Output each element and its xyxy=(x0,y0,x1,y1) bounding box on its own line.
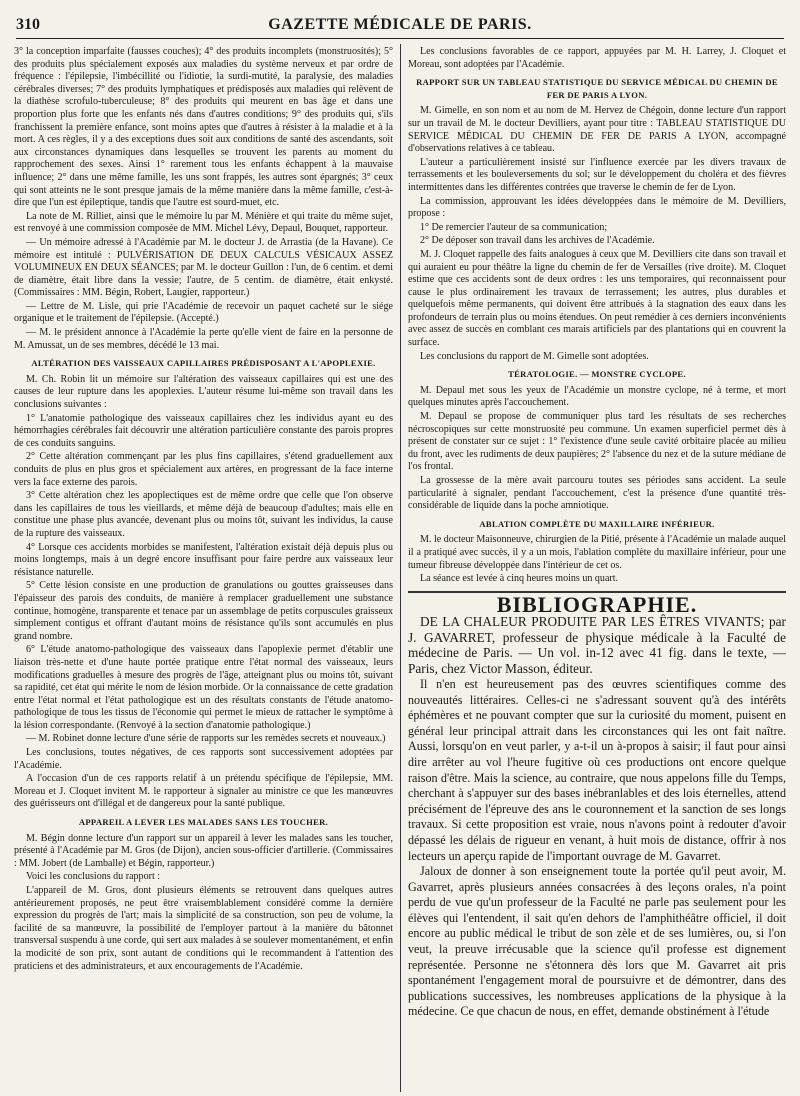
paragraph: M. Bégin donne lecture d'un rapport sur un appareil à lever les malades sans les toucher, présenté à l'Académie par M. Gros (de Dijon), ancien sous-officier d'artillerie. (Commissaires : MM. Jobert (de Lamballe) et Bégin, rapporteur.) xyxy=(14,832,393,869)
paragraph: — Un mémoire adressé à l'Académie par M. le docteur J. de Arrastia (de la Havane). Ce mémoire est intitulé : PULVÉRISATION DE DEUX CALCULS VÉSICAUX ASSEZ VOLUMINEUX EN DEUX SÉANCES; par M. le docteur Guillon : l'un, de 6 centim. et demi de diamètre, était libre dans la vessie; l'autre, de 5 centim. de diamètre, était enkysté. (Commissaires : MM. Bégin, Robert, Laugier, rapporteur.) xyxy=(14,236,393,299)
paragraph: A l'occasion d'un de ces rapports relatif à un prétendu spécifique de l'épilepsie, MM. Moreau et J. Cloquet invitent M. le rapporteur à signaler au ministre ce que les manœuvres des guérisseurs ont d'illégal et de dangereux pour la santé publique. xyxy=(14,773,393,810)
paragraph: 2° De déposer son travail dans les archives de l'Académie. xyxy=(420,235,655,247)
paragraph: M. J. Cloquet rappelle des faits analogues à ceux que M. Devilliers cite dans son travail et qui auraient eu pour théâtre la ligne du chemin de fer de Versailles (rive droite). M. Cloquet estime que ces accidents sont de deux ordres : les uns temporaires, qui reconnaissent pour cause le plus ordinairement les travaux de terrassement; les autres, plus durables et quelquefois même permanents, qui doivent être attribués à la stagnation des eaux dans les profondeurs de terrain plus ou moins étendues. On peut remédier à ces derniers inconvénients avec assez de succès en comblant ces marais artificiels par des plantations qui en couvrent la surface. xyxy=(408,248,786,349)
paragraph: Voici les conclusions du rapport : xyxy=(26,871,161,883)
book-reference: DE LA CHALEUR PRODUITE PAR LES ÊTRES VIVANTS; par J. GAVARRET, professeur de physique médicale à la Faculté de médecine de Paris. — Un vol. in-12 avec 41 fig. dans le texte, — Paris, chez Victor Masson, éditeur. xyxy=(408,614,786,676)
column-divider xyxy=(400,44,401,1092)
bibliography-title: BIBLIOGRAPHIE. xyxy=(496,591,698,617)
page-header xyxy=(16,14,784,39)
section-heading: ABLATION COMPLÈTE DU MAXILLAIRE INFÉRIEUR. xyxy=(479,518,715,529)
paragraph: M. Gimelle, en son nom et au nom de M. Hervez de Chégoin, donne lecture d'un rapport sur un travail de M. le docteur Devilliers, ayant pour titre : TABLEAU STATISTIQUE DU SERVICE MÉDICAL DU CHEMIN DE FER DE PARIS A LYON, accompagné d'observations relatives à ce tableau. xyxy=(408,105,786,155)
paragraph: 3° Cette altération chez les apoplectiques est de même ordre que celle que l'on observe dans les capillaires de tous les vieillards, et même déjà de beaucoup d'adultes; mais elle en constitue une phase plus avancée, devenant plus ou moins tôt, suivant les individus, la cause de la rupture des vaisseaux. xyxy=(14,490,393,539)
paragraph: 4° Lorsque ces accidents morbides se manifestent, l'altération existait déjà depuis plus ou moins longtemps, mais à un degré encore insuffisant pour faire perdre aux vaisseaux leur résistance naturelle. xyxy=(14,541,393,578)
paragraph: M. le docteur Maisonneuve, chirurgien de la Pitié, présente à l'Académie un malade auquel il a pratiqué avec succès, il y a un mois, l'ablation complète du maxillaire inférieur, pour une tumeur fibreuse développée dans l'intérieur de cet os. xyxy=(408,534,786,571)
paragraph: 2° Cette altération commençant par les plus fins capillaires, s'étend graduellement aux conduits de plus en plus gros et spécialement aux artères, en progressant de la face interne vers la face externe des parois. xyxy=(14,451,393,488)
journal-title: GAZETTE MÉDICALE DE PARIS. xyxy=(268,16,532,33)
paragraph: Il n'en est heureusement pas des œuvres scientifiques comme des nouveautés littéraires. Celles-ci ne s'adressant souvent qu'à des intérêts éphémères et ne pouvant compter que sur la curiosité du moment, puisent en général leur principal attrait dans les circonstances qui les ont fait naître. Aussi, lorsqu'on en veut parler, y a-t-il un à-propos à saisir; il faut pour ainsi dire arrêter au vol l'heure fugitive où ces productions ont encore quelque raison d'être. Mais la science, au contraire, que nous appelons fille du Temps, cherchant à s'appuyer sur des bases inébranlables et des lois éternelles, attend précisément de l'épreuve des ans le couronnement et la sanction de ses longs travaux. Si cette proposition est vraie, nous n'avons point à redouter d'avoir dépassé les délais de rigueur en venant, à huit mois de distance, offrir à nos lecteurs un aperçu rapide de l'important ouvrage de M. Gavarret. xyxy=(408,676,786,863)
left-column xyxy=(14,46,393,1092)
paragraph: M. Depaul met sous les yeux de l'Académie un monstre cyclope, né à terme, et mort quelques minutes après l'accouchement. xyxy=(408,384,786,409)
section-heading: TÉRATOLOGIE. — MONSTRE CYCLOPE. xyxy=(508,369,686,380)
paragraph: Les conclusions favorables de ce rapport, appuyées par M. H. Larrey, J. Cloquet et Moreau, sont adoptées par l'Académie. xyxy=(408,46,786,70)
page-number: 310 xyxy=(16,16,40,33)
paragraph: La séance est levée à cinq heures moins un quart. xyxy=(420,573,619,585)
paragraph: 1° L'anatomie pathologique des vaisseaux capillaires chez les individus ayant eu des hémorrhagies cérébrales fait découvrir une altération particulière constante des parois propres de ces conduits sanguins. xyxy=(14,412,393,449)
paragraph: — Lettre de M. Lisle, qui prie l'Académie de recevoir un paquet cacheté sur le siége organique et le traitement de l'épilepsie. (Accepté.) xyxy=(14,300,393,325)
paragraph: M. Ch. Robin lit un mémoire sur l'altération des vaisseaux capillaires qui est une des causes de leur rupture dans les apoplexies. L'auteur résume lui-même son travail dans les conclusions suivantes : xyxy=(14,373,393,411)
paragraph: Les conclusions du rapport de M. Gimelle sont adoptées. xyxy=(420,350,649,362)
paragraph: 5° Cette lésion consiste en une production de granulations ou gouttes graisseuses dans l'épaisseur des parois des conduits, de manière à remplacer graduellement une substance continue, homogène, transparente et tenace par un assemblage de petits corpuscules graisseux simplement contigus et offrant d'autant moins de résistance qu'ils sont accumulés en plus grand nombre. xyxy=(14,580,393,642)
paragraph: 3° la conception imparfaite (fausses couches); 4° des produits incomplets (monstruosités); 5° des produits plus spécialement exposés aux maladies du système nerveux et par ordre de fréquence : l'épilepsie, l'imbécillité ou l'idiotie, la surdi-mutité, la paralysie, des maladies cérébrales diverses; 7° des produits lymphatiques et prédisposés aux maladies qui relèvent de la diathèse scrofulo-tuberculeuse; 8° des produits qui meurent en bas âge et dans une proportion plus forte que les enfants nés dans d'autres conditions; 9° des produits qui, s'ils franchissent la première enfance, sont moins aptes que d'autres à résister à la maladie et à la mort. A ces règles, il y a des exceptions dues soit aux conditions de santé des ascendants, soit aux circonstances dynamiques dans lesquelles se trouvent les parents au moment du rapprochement des sexes. Ainsi 1° rarement tous les enfants échappent à la mauvaise influence; 2° dans une même famille, les uns sont frappés, les autres sont épargnés; 3° ceux qui sont atteints ne le sont presque jamais de la même manière dans la même famille, c'est-à-dire que l'un est épileptique, tandis que l'autre est sourd-muet, etc. xyxy=(14,46,393,209)
paragraph: La note de M. Rilliet, ainsi que le mémoire lu par M. Ménière et qui traite du même sujet, est renvoyé à une commission composée de MM. Michel Lévy, Depaul, Bouquet, rapporteur. xyxy=(14,210,393,235)
paragraph: — M. le président annonce à l'Académie la perte qu'elle vient de faire en la personne de M. Amussat, un de ses membres, décédé le 13 mai. xyxy=(14,327,393,351)
section-heading: APPAREIL A LEVER LES MALADES SANS LES TOUCHER. xyxy=(78,817,329,828)
right-column xyxy=(408,46,786,1092)
paragraph: La commission, approuvant les idées développées dans le mémoire de M. Devilliers, propose : xyxy=(408,195,786,220)
paragraph: Jaloux de donner à son enseignement toute la portée qu'il peut avoir, M. Gavarret, après plusieurs années consacrées à des leçons orales, n'a point perdu de vue qu'un professeur de la Faculté ne parle pas seulement pour les élèves qui l'entendent, il sait qu'en dehors de l'amphithéâtre officiel, il doit encore au public médical le tribut de son zèle et de ses lumières, ou, si l'on veut, la preuve irrécusable que la science qu'il professe est dignement représentée. Personne ne s'étonnera dès lors que M. Gavarret ait pris spontanément l'engagement moral de poursuivre et de démontrer, dans des publications successives, les nombreuses applications de la physique à la médecine. Ce que chacun de nous, en effet, demande obstinément à l'étude xyxy=(408,864,786,1019)
paragraph: 6° L'étude anatomo-pathologique des vaisseaux dans l'apoplexie permet d'établir une liaison très-nette et d'une haute portée pratique entre l'état normal des vaisseaux, leurs modifications graduelles à mesure des progrès de l'âge, atteignant plus ou moins tôt, suivant sa rapidité, cet état qui mérite le nom de lésion morbide. Or la connaissance de cette gradation entre l'état normal et l'état pathologique est un des résultats constants de l'étude anatomo-pathologique de tous les tissus de l'économie qui permet le mieux de rattacher le symptôme à la lésion correspondante. (Renvoyé à la section d'anatomie pathologique.) xyxy=(14,644,393,731)
paragraph: 1° De remercier l'auteur de sa communication; xyxy=(420,221,608,233)
paragraph: La grossesse de la mère avait parcouru toutes ses périodes sans accident. La seule particularité à signaler, pendant l'accouchement, c'est la présence d'une quantité très-considérable de liquide dans la poche amniotique. xyxy=(408,475,786,512)
paragraph: Les conclusions, toutes négatives, de ces rapports sont successivement adoptées par l'Académie. xyxy=(14,747,393,771)
paragraph: L'auteur a particulièrement insisté sur l'influence exercée par les divers travaux de terrassements et les bouleversements du sol; sur le développement du choléra et des fièvres intermittentes dans les différentes contrées que traverse le chemin de fer de Lyon. xyxy=(408,156,786,193)
paragraph: L'appareil de M. Gros, dont plusieurs éléments se retrouvent dans quelques autres antérieurement proposés, ne peut être vraisemblablement considéré comme la dernière expression du progrès de l'art; mais la simplicité de sa construction, son peu de volume, la facilité de sa manœuvre, la possibilité de l'employer partout à la manière du bâtonnet transversal suspendu à une corde, qui sert aux malades à se soulever momentanément, et enfin la modicité de son prix, sont autant de conditions qui le recommandent à l'attention des praticiens et des administrateurs, et aux encouragements de l'Académie. xyxy=(14,885,393,972)
paragraph: M. Depaul se propose de communiquer plus tard les résultats de ses recherches nécroscopiques sur cette monstruosité peu commune. Un examen superficiel permet dès à présent de constater sur ce sujet : 1° l'existence d'une seule cavité orbitaire placée au milieu du front, avec les rudiments de deux paupières; 2° l'absence du nez et de la suture médiane de l'os frontal. xyxy=(408,411,786,473)
section-heading: RAPPORT SUR UN TABLEAU STATISTIQUE DU SERVICE MÉDICAL DU CHEMIN DE FER DE PARIS A LYON. xyxy=(416,77,778,100)
paragraph: — M. Robinet donne lecture d'une série de rapports sur les remèdes secrets et nouveaux.) xyxy=(26,733,386,745)
review-text xyxy=(408,677,786,1020)
section-heading: ALTÉRATION DES VAISSEAUX CAPILLAIRES PRÉDISPOSANT A L'APOPLEXIE. xyxy=(31,358,376,369)
